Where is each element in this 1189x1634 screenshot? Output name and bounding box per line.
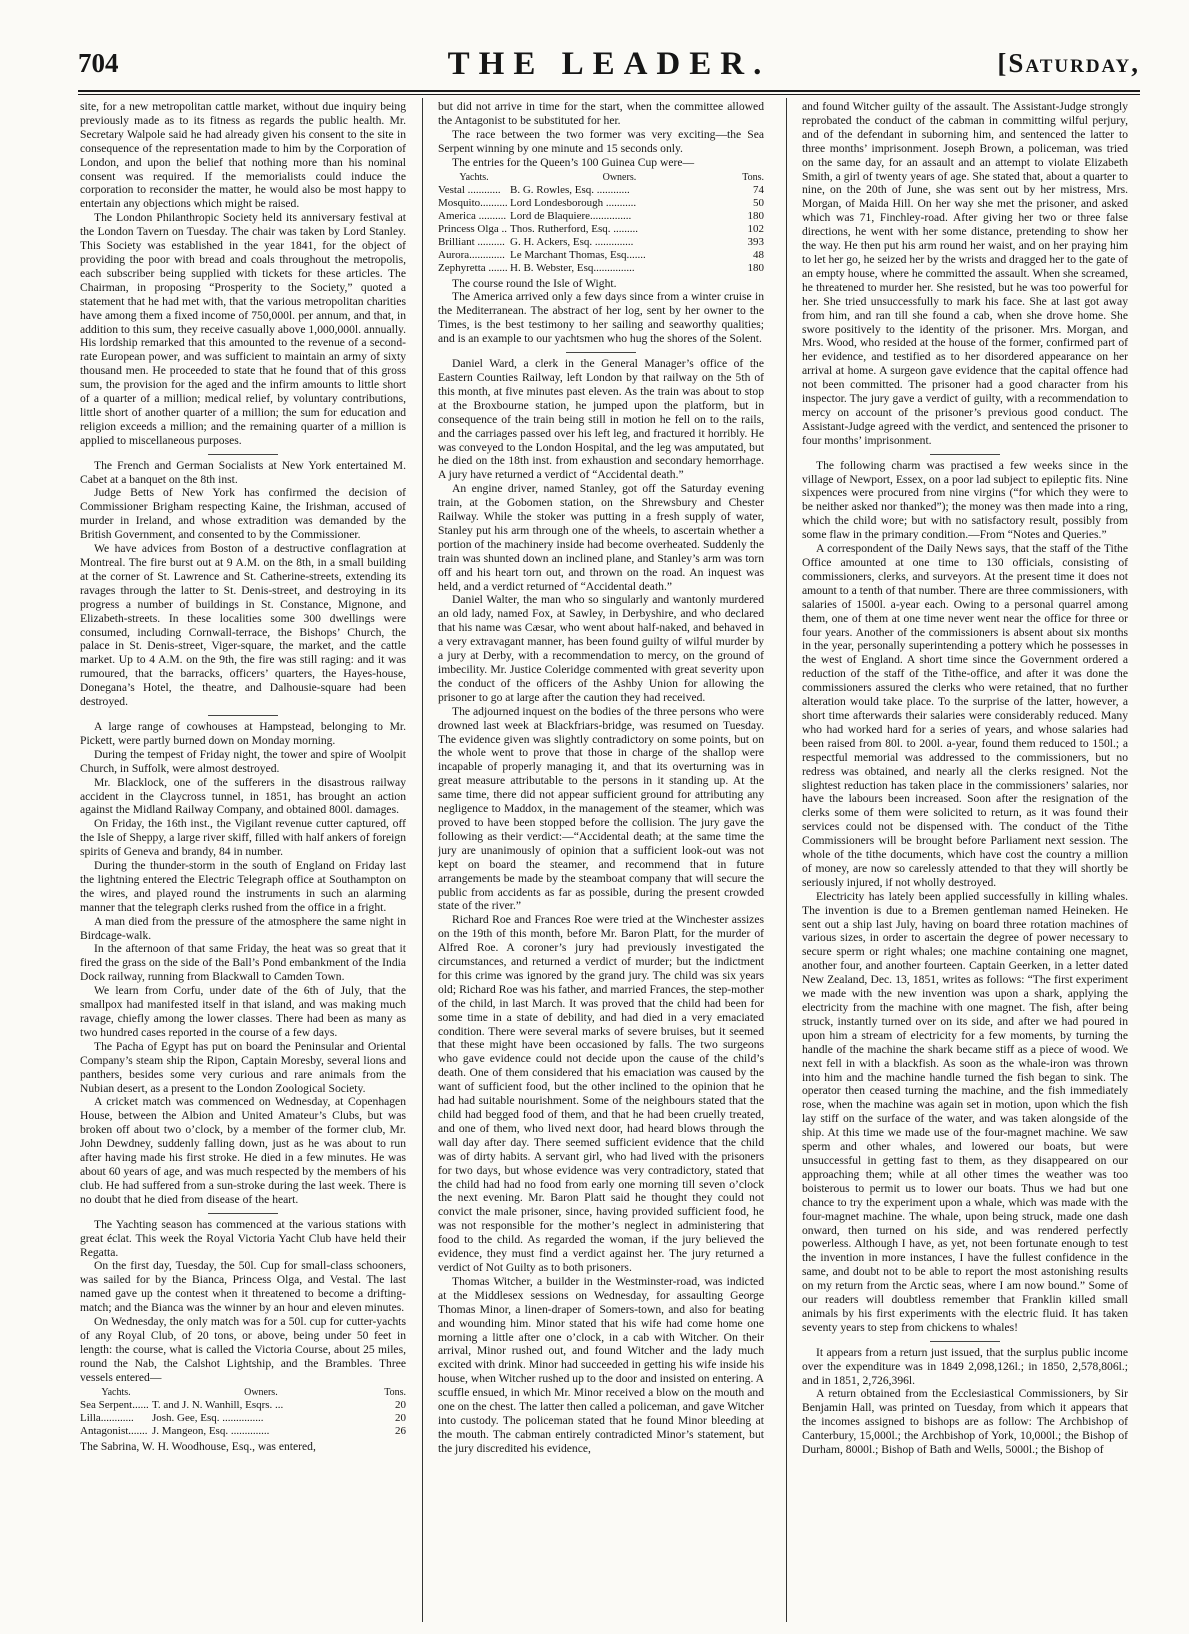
table-cell: Brilliant .......... xyxy=(438,235,505,248)
paragraph: Daniel Walter, the man who so singularly and wantonly murdered an old lady, named Fox, at Sawley, in Derbyshire, and who declared that his name was Cæsar, who went about half-naked, and behaved in a very extravagant manner, has been found guilty of wilful murder by a jury at Derby, with a recommendation to mercy, on the ground of imbecility. Mr. Justice Coleridge commented with great severity upon the conduct of the officers of the Ashby Union for allowing the prisoner to go at large after the caution they had received. xyxy=(438,593,764,704)
table-cell: T. and J. N. Wanhill, Esqrs. ... xyxy=(152,1398,284,1411)
table-cell: Lord de Blaquiere............... xyxy=(510,209,632,222)
table-row xyxy=(438,249,764,262)
paragraph: The Yachting season has commenced at the various stations with great éclat. This week the Royal Victoria Yacht Club have held their Regatta. xyxy=(80,1217,406,1259)
table-cell: America .......... xyxy=(438,209,507,222)
paragraph: Daniel Ward, a clerk in the General Manager’s office of the Eastern Counties Railway, left London by that railway on the 5th of this month, at five minutes past eleven. As the train was about to stop at the Broxbourne station, he jumped upon the platform, but in consequence of the train being still in motion he fell on to the rails, and the carriages passed over his left leg, and fractured it horribly. He was conveyed to the London Hospital, and the leg was amputated, but he died on the 18th inst. from exhaustion and secondary hemorrhage. A jury have returned a verdict of “Accidental death.” xyxy=(438,357,764,482)
table-cell: 180 xyxy=(747,261,764,274)
table-cell: Aurora............. xyxy=(438,248,505,261)
table-cell: 20 xyxy=(395,1398,406,1411)
table-cell: J. Mangeon, Esq. .............. xyxy=(152,1424,270,1437)
table-cell: 180 xyxy=(747,209,764,222)
paragraph: A correspondent of the Daily News says, that the staff of the Tithe Office amounted at one time to 130 officials, consisting of commissioners, clerks, and surveyors. At the present time it does not amount to a tenth of that number. There are three commissioners, with salaries of 1500l. a-year each. Owing to a personal quarrel among them, one of them at one time never went near the office for three or four years. Another of the commissioners is absent about six months in the year, personally superintending a pottery which he possesses in the west of England. A short time since the Government ordered a reduction of the staff of the Tithe-office, and after it was done the commissioners assured the clerks who were retained, that no further alteration would take place. To the surprise of the latter, however, a short time afterwards their salaries were considerably reduced. Many who had worked hard for a series of years, and whose salaries had been raised from 80l. to 200l. a-year, found them reduced to 150l.; a respectful memorial was addressed to the commissioners, but no redress was obtained, and nearly all the clerks resigned. Not the slightest reduction has taken place in the commissioners’ salaries, nor have the labours been increased. Soon after the resignation of the clerks some of them were solicited to return, as it was found their services could not be dispensed with. The conduct of the Tithe Commissioners will be brought before Parliament next session. The whole of the tithe documents, which have cost the country a million of money, are now so carelessly attended to that they will shortly be seriously injured, if not wholly destroyed. xyxy=(802,542,1128,889)
separator xyxy=(208,715,278,716)
table-row xyxy=(438,184,764,197)
table-cell: H. B. Webster, Esq............... xyxy=(510,261,635,274)
column-header: Tons. xyxy=(384,1386,406,1398)
table-cell: Le Marchant Thomas, Esq....... xyxy=(510,248,646,261)
column-header: Owners. xyxy=(602,171,637,183)
paragraph: During the thunder-storm in the south of England on Friday last the lightning entered the Electric Telegraph office at Southampton on the wires, and played round the instruments in such an alarming manner that the telegraph clerks rushed from the office in a fright. xyxy=(80,859,406,914)
paragraph: Richard Roe and Frances Roe were tried at the Winchester assizes on the 19th of this month, before Mr. Baron Platt, for the murder of Alfred Roe. A coroner’s jury had previously investigated the circumstances, and returned a verdict of murder; but the indictment for this crime was ignored by the grand jury. The child was six years old; Richard Roe was his father, and married Frances, the step-mother of the child, in last March. It was proved that the child had been for some time in a state of debility, and had died in a very emaciated condition. There were several marks of severe bruises, but it seemed that these might have been occasioned by falls. The two surgeons who gave evidence could not decide upon the cause of the child’s death. One of them considered that his emaciation was caused by the want of sufficient food, but the other inclined to the opinion that he had had suitable nourishment. Some of the neighbours stated that the child had begged food of them, and that he had been cruelly treated, and one of them, who lived next door, had heard blows through the wall day after day. There seemed sufficient evidence that the child was of dirty habits. A servant girl, who had lived with the prisoners for two days, but whose evidence was very contradictory, stated that the child had had no food from early one morning till seven o’clock the next evening. Mr. Baron Platt said he thought they could not convict the male prisoner, since, having provided sufficient food, he was not responsible for the mother’s neglect in administering that food to the child. As regarded the woman, if the jury believed the evidence, they must find a verdict against her. The jury returned a verdict of Not Guilty as to both prisoners. xyxy=(438,913,764,1274)
table-row xyxy=(438,210,764,223)
column-2 xyxy=(438,100,764,1620)
paragraph: site, for a new metropolitan cattle market, without due inquiry being previously made as to its fitness as regards the public health. Mr. Secretary Walpole said he had already given his consent to the site in consequence of the representation made to him by the Corporation of London, and upon the belief that nothing more than his nominal consent was required. If the memorialists could induce the corporation to reconsider the matter, he would also be most happy to entertain any objections which might be raised. xyxy=(80,100,406,211)
paragraph: The America arrived only a few days since from a winter cruise in the Mediterranean. The abstract of her log, sent by her owner to the Times, is the best testimony to her sailing and seaworthy qualities; and is an example to our yachtsmen who hug the shores of the Solent. xyxy=(438,290,764,346)
paragraph: During the tempest of Friday night, the tower and spire of Woolpit Church, in Suffolk, were almost destroyed. xyxy=(80,747,406,775)
column-3 xyxy=(802,100,1128,1620)
newspaper-title: THE LEADER. xyxy=(447,46,771,82)
table-cell: Josh. Gee, Esq. ............... xyxy=(152,1411,264,1424)
paragraph: On the first day, Tuesday, the 50l. Cup for small-class schooners, was sailed for by the Bianca, Princess Olga, and Vestal. The last named gave up the contest when it threatened to become a drifting-match; and the Bianca was the winner by an hour and eleven minutes. xyxy=(80,1259,406,1315)
table-cell: 102 xyxy=(747,222,764,235)
column-divider xyxy=(422,98,423,1622)
table-cell: Thos. Rutherford, Esq. ......... xyxy=(510,222,639,235)
table-cell: Antagonist....... xyxy=(80,1424,148,1437)
yacht-table xyxy=(80,1386,406,1438)
paragraph: The Sabrina, W. H. Woodhouse, Esq., was entered, xyxy=(80,1439,316,1453)
header-rule xyxy=(78,90,1140,92)
paragraph: On Friday, the 16th inst., the Vigilant revenue cutter captured, off the Isle of Sheppy, a large river skiff, filled with half ankers of foreign spirits of Geneva and brandy, 84 in number. xyxy=(80,817,406,859)
table-cell: Vestal ............ xyxy=(438,183,501,196)
paragraph: An engine driver, named Stanley, got off the Saturday evening train, at the Gobomen station, on the Shrewsbury and Chester Railway. While the stoker was putting in a fresh supply of water, Stanley put his arm through one of the wheels, to ascertain whether a portion of the machinery inside had become overheated. Suddenly the train was shunted down an inclined plane, and Stanley’s arm was torn off and his heart torn out, and thrown on the road. An inquest was held, and a verdict returned of “Accidental death.” xyxy=(438,482,764,593)
column-header: Yachts. xyxy=(459,171,489,183)
separator xyxy=(208,1213,278,1214)
paragraph: The following charm was practised a few weeks since in the village of Newport, Essex, on a poor lad subject to epileptic fits. Nine sixpences were procured from nine virgins (“for which they were to be neither asked nor thanked”); the money was then made into a ring, which the child wore; but with no satisfactory result, possibly from some flaw in the primary condition.—From “Notes and Queries.” xyxy=(802,458,1128,542)
column-1 xyxy=(80,100,406,1620)
paragraph: It appears from a return just issued, that the surplus public income over the expenditure was in 1849 2,098,126l.; in 1850, 2,578,806l.; and in 1851, 2,726,396l. xyxy=(802,1345,1128,1387)
paragraph: On Wednesday, the only match was for a 50l. cup for cutter-yachts of any Royal Club, of 20 tons, or above, being under 50 feet in length: the course, what is called the Victoria Course, about 25 miles, round the Nab, the Calshot Lightship, and the Brambles. Three vessels entered— xyxy=(80,1315,406,1384)
separator xyxy=(208,454,278,455)
paragraph: The French and German Socialists at New York entertained M. Cabet at a banquet on the 8th inst. xyxy=(80,458,406,486)
paragraph: The adjourned inquest on the bodies of the three persons who were drowned last week at Blackfriars-bridge, was resumed on Tuesday. The evidence given was slightly contradictory on some points, but on the whole went to prove that those in charge of the shallop were incapable of properly managing it, and that its overturning was in great measure attributable to the persons in it standing up. At the same time, there did not appear sufficient ground for attributing any negligence to Maddox, in the management of the steamer, which was proved to have been stopped before the collision. The jury gave the following as their verdict:—“Accidental death; at the same time the jury are unanimously of opinion that a sufficient look-out was not kept on board the steamer, and recommend that in future arrangements be made by the steamboat company that will secure the public from accidents as far as possible, during the present crowded state of the river.” xyxy=(438,704,764,913)
paragraph: The Pacha of Egypt has put on board the Peninsular and Oriental Company’s steam ship the Ripon, Captain Moresby, several lions and panthers, besides some very curious and rare animals from the Nubian desert, as a present to the London Zoological Society. xyxy=(80,1039,406,1095)
paragraph: Mr. Blacklock, one of the sufferers in the disastrous railway accident in the Claycross tunnel, in 1851, has brought an action against the Midland Railway Company, and obtained 800l. damages. xyxy=(80,775,406,817)
paragraph: In the afternoon of that same Friday, the heat was so great that it fired the grass on the side of the Ball’s Pond embankment of the India Dock railway, running from Blackwall to Camden Town. xyxy=(80,942,406,984)
table-cell: 20 xyxy=(395,1411,406,1424)
table-cell: 48 xyxy=(753,248,764,261)
table-cell: Mosquito.......... xyxy=(438,196,508,209)
paragraph: The race between the two former was very exciting—the Sea Serpent winning by one minute and 15 seconds only. xyxy=(438,127,764,155)
table-cell: 26 xyxy=(395,1424,406,1437)
table-row xyxy=(80,1399,406,1412)
table-cell: Sea Serpent...... xyxy=(80,1398,149,1411)
table-cell: Princess Olga .. xyxy=(438,222,508,235)
table-cell: 393 xyxy=(747,235,764,248)
column-header: Owners. xyxy=(244,1386,278,1398)
table-cell: Zephyretta ....... xyxy=(438,261,508,274)
table-cell: B. G. Rowles, Esq. ............ xyxy=(510,183,630,196)
table-row xyxy=(438,236,764,249)
paragraph: Judge Betts of New York has confirmed the decision of Commissioner Brigham respecting Kaine, the Irishman, accused of murder in Ireland, and whose extradition was demanded by the British Government, and consented to by the Commissioner. xyxy=(80,486,406,542)
paragraph: We learn from Corfu, under date of the 6th of July, that the smallpox had manifested itself in that island, and was making much ravage, chiefly among the lower classes. There had been as many as two hundred cases reported in the course of a few days. xyxy=(80,984,406,1039)
table-cell: 74 xyxy=(753,183,764,196)
paragraph: Electricity has lately been applied successfully in killing whales. The invention is due to a Bremen gentleman named Heineken. He sent out a ship last July, having on board three rotation machines of various sizes, in order to ascertain the degree of power necessary to secure sperm or right whales; one machine containing one magnet, another four, and another fourteen. Captain Geerken, in a letter dated New Zealand, Dec. 13, 1851, writes as follows: “The first experiment we made with the new invention was upon a shark, applying the electricity from the machine with one magnet. The fish, after being struck, instantly turned over on its side, and after we had poured in upon him a stream of electricity for a few moments, by turning the handle of the machine the shark became stiff as a piece of wood. We next fell in with a blackfish. As soon as the whale-iron was thrown into him and the machine handle turned the fish began to sink. The operator then ceased turning the machine, and the fish immediately rose, when the machine was again set in motion, upon which the fish lay stiff on the surface of the water, and was taken alongside of the ship. At this time we made use of the four-magnet machine. We saw sperm and other whales, and lowered our boats, but were unsuccessful in getting fast to them, as they disappeared on our approaching them; while at all other times the weather was too boisterous to permit us to lower our boats. Thus we had but one chance to try the experiment upon a whale, which was made with the four-magnet machine. The whale, upon being struck, made one dash onward, then turned on his side, and was rendered perfectly powerless. Although I have, as yet, not been fortunate enough to test the invention in more instances, I have the fullest confidence in the same, and doubt not to be able to report the most astonishing results on my return from the Arctic seas, where I am now bound.” Some of our readers will doubtless remember that Franklin killed small animals by his first experiments with the electric fluid. It has taken seventy years to step from chickens to whales! xyxy=(802,889,1128,1334)
paragraph: Thomas Witcher, a builder in the Westminster-road, was indicted at the Middlesex sessions on Wednesday, for assaulting George Thomas Minor, a linen-draper of Somers-town, and also for beating and wounding him. Minor stated that his wife had come home one morning a little after one o’clock, in a cab with Witcher. On their arrival, Minor rushed out, and found Witcher and the lady much excited with drink. Minor had succeeded in getting his wife inside his house, when Witcher rushed up to the door and insisted on entering. A scuffle ensued, in which Mr. Minor received a blow on the mouth and one on the chest. The latter then called a policeman, and gave Witcher into custody. The policeman stated that he found Minor bleeding at the mouth. The cabman entirely contradicted Minor’s statement, but the jury discredited his evidence, xyxy=(438,1274,764,1455)
separator xyxy=(930,454,1000,455)
table-cell: G. H. Ackers, Esq. .............. xyxy=(510,235,634,248)
yacht-table xyxy=(438,171,764,275)
paragraph: A return obtained from the Ecclesiastical Commissioners, by Sir Benjamin Hall, was printed on Tuesday, from which it appears that the incomes assigned to bishops are as follow: The Archbishop of Canterbury, 15,000l.; the Archbishop of York, 10,000l.; the Bishop of Durham, 8000l.; Bishop of Bath and Wells, 5000l.; the Bishop of xyxy=(802,1387,1128,1457)
table-row xyxy=(438,223,764,236)
table-cell: 50 xyxy=(753,196,764,209)
paragraph: A cricket match was commenced on Wednesday, at Copenhagen House, between the Albion and United Amateur’s Clubs, but was broken off about two o’clock, by a member of the former club, Mr. John Dewdney, suddenly falling down, just as he was about to run after having made his first stroke. He died in a few minutes. He was about 60 years of age, and was much respected by the members of his club. He had suffered from a sun-stroke during the last week. There is no doubt that he died from disease of the heart. xyxy=(80,1095,406,1206)
table-header-row xyxy=(438,171,764,184)
column-header: Yachts. xyxy=(101,1386,131,1398)
column-divider xyxy=(786,98,787,1622)
paragraph: A man died from the pressure of the atmosphere the same night in Birdcage-walk. xyxy=(80,914,406,942)
table-cell: Lilla............ xyxy=(80,1411,134,1424)
column-header: Tons. xyxy=(742,171,764,183)
page-header xyxy=(78,46,1140,94)
paragraph: We have advices from Boston of a destructive conflagration at Montreal. The fire burst out at 9 A.M. on the 8th, in a small building at the corner of St. Lawrence and St. Catherine-streets, extending its ravages through the latter to St. Denis-street, and destroying in its progress a number of buildings in St. Constance, Mignone, and Elizabeth-streets. In these localities some 300 dwellings were consumed, including Cornwall-terrace, the Bishops’ Church, the palace in St. Denis-street, Viger-square, the market, and the cattle market. Up to 4 A.M. on the 9th, the fire was still raging: and it was rumoured, that the barracks, officers’ quarters, the Hayes-house, Donegana’s Hotel, the theatre, and Dalhousie-square had been destroyed. xyxy=(80,542,406,709)
table-cell: Lord Londesborough ........... xyxy=(510,196,637,209)
paragraph: The entries for the Queen’s 100 Guinea Cup were— xyxy=(452,155,695,169)
issue-day: [Saturday, xyxy=(997,48,1140,78)
page-number: 704 xyxy=(78,48,119,78)
separator xyxy=(930,1341,1000,1342)
paragraph: The London Philanthropic Society held its anniversary festival at the London Tavern on Tuesday. The chair was taken by Lord Stanley. This Society was established in the year 1841, for the object of providing the poor with bread and coals throughout the metropolis, each subscriber being supplied with tickets for these articles. The Chairman, in proposing “Prosperity to the Society,” quoted a statement that he had met with, that the various metropolitan charities have among them a fixed income of 750,000l. per annum, and that, in addition to this sum, they receive casually above 1,000,000l. annually. His lordship remarked that this amounted to the revenue of a second-rate European power, and was sufficient to maintain an army of sixty thousand men. He proceeded to state that he found that of this gross sum, the provision for the aged and the infirm amounts to little short of a quarter of a million; medical relief, by voluntary contributions, little short of another quarter of a million; the sum for education and religion exceeds a million; and the remaining quarter of a million is applied to miscellaneous purposes. xyxy=(80,211,406,447)
table-row xyxy=(438,197,764,210)
header-rule-thin xyxy=(78,94,1140,95)
table-header-row xyxy=(80,1386,406,1399)
paragraph: and found Witcher guilty of the assault. The Assistant-Judge strongly reprobated the conduct of the cabman in committing wilful perjury, and of the defendant in suborning him, and sentenced the latter to three months’ imprisonment. Joseph Brown, a policeman, was tried on the same day, for an assault and an attempt to violate Elizabeth Smith, a girl of twenty years of age. She stated that, about a quarter to nine, on the 20th of June, she was sent out by her mistress, Mrs. Morgan, of Maida Hill. On her way she met the prisoner, and asked which was 71, Finchley-road. After giving her two or three false directions, he went with her some distance, pretending to show her the way. He then put his arm round her waist, and on her praying him to let her go, he seized her by the wrists and dragged her to the gate of an empty house, where he committed the assault. When she screamed, he threatened to murder her. She resisted, but he was too powerful for her. She tried unsuccessfully to mark his face. She at last got away from him, and ran till she found a cab, when she drove home. She swore positively to the identity of the prisoner. Mrs. Morgan, and Mrs. Wood, who resided at the house of the former, confirmed part of her evidence, and testified as to her disordered appearance on her arrival at home. A surgeon gave evidence that the capital offence had not been committed. The prisoner had a good character from his inspector. The jury gave a verdict of guilty, with a recommendation to mercy on account of the prisoner’s previous good conduct. The Assistant-Judge agreed with the verdict, and sentenced the prisoner to four months’ imprisonment. xyxy=(802,100,1128,447)
paragraph: A large range of cowhouses at Hampstead, belonging to Mr. Pickett, were partly burned down on Monday morning. xyxy=(80,719,406,747)
table-row xyxy=(80,1425,406,1438)
table-row xyxy=(438,262,764,275)
paragraph: The course round the Isle of Wight. xyxy=(452,276,617,290)
separator xyxy=(566,352,636,353)
paragraph: but did not arrive in time for the start, when the committee allowed the Antagonist to be substituted for her. xyxy=(438,100,764,127)
table-row xyxy=(80,1412,406,1425)
